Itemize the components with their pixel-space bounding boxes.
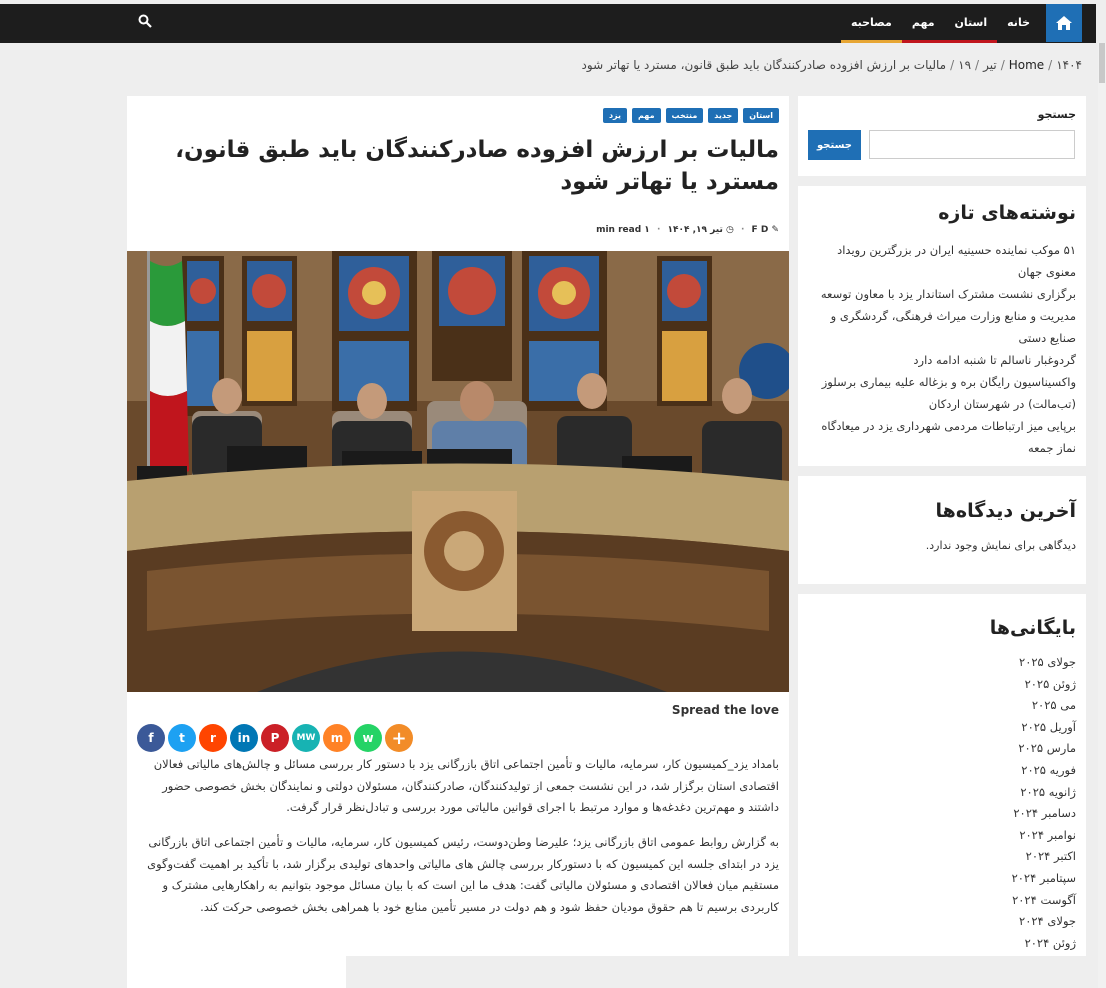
page-scrollbar[interactable] <box>1098 43 1106 988</box>
recent-post-link[interactable]: برپایی میز ارتباطات مردمی شهرداری یزد در میعادگاه نماز جمعه <box>821 419 1076 455</box>
article-card <box>127 96 789 956</box>
recent-posts-list <box>808 239 1076 459</box>
recent-post-link[interactable]: ۵۱ موکب نماینده حسینیه ایران در بزرگترین رویداد معنوی جهان <box>837 243 1076 279</box>
whatsapp-share-button[interactable] <box>354 724 382 752</box>
breadcrumb: Home / ۱۴۰۴/تیر/۱۹/مالیات بر ارزش افزوده صادرکنندگان باید طبق قانون، مسترد یا تهاتر شود <box>581 58 1082 72</box>
read-time: ۱ min read <box>596 225 650 235</box>
archive-link[interactable]: ژوئن ۲۰۲۵ <box>1024 676 1076 691</box>
breadcrumb-item[interactable]: تیر <box>983 58 997 72</box>
whatsapp-icon: w <box>362 731 374 745</box>
archives-title: بایگانی‌ها <box>989 617 1076 639</box>
archive-link[interactable]: ژانویه ۲۰۲۵ <box>1020 784 1076 799</box>
nav-item-province[interactable] <box>945 4 998 43</box>
reddit-share-button[interactable] <box>199 724 227 752</box>
breadcrumb-item[interactable]: ۱۹ <box>958 58 972 72</box>
article-title: مالیات بر ارزش افزوده صادرکنندگان باید طبق قانون، مسترد یا تهاتر شود <box>175 137 779 195</box>
footer-fragment <box>127 956 346 988</box>
nav-item-home[interactable] <box>997 4 1040 43</box>
archive-link[interactable]: اکتبر ۲۰۲۴ <box>1025 849 1076 864</box>
recent-post-link[interactable]: گردوغبار ناسالم تا شنبه ادامه دارد <box>913 353 1076 367</box>
spread-the-love-label: Spread the love <box>671 703 779 717</box>
nav-label: مهم <box>911 16 935 29</box>
mewe-icon: MW <box>296 733 316 743</box>
archive-link[interactable]: می ۲۰۲۵ <box>1031 698 1076 713</box>
twitter-share-button[interactable] <box>168 724 196 752</box>
archive-link[interactable]: مارس ۲۰۲۵ <box>1018 741 1076 756</box>
recent-posts-title: نوشته‌های تازه <box>938 202 1076 224</box>
nav-label: استان <box>954 16 988 29</box>
linkedin-icon: in <box>237 731 251 745</box>
archive-link[interactable]: نوامبر ۲۰۲۴ <box>1019 827 1076 842</box>
more-share-button[interactable] <box>385 724 413 752</box>
tag-important[interactable]: مهم <box>632 108 661 123</box>
edit-icon: ✎ <box>771 225 779 235</box>
mix-share-button[interactable] <box>323 724 351 752</box>
breadcrumb-item[interactable]: ۱۴۰۴ <box>1056 58 1082 72</box>
search-icon[interactable] <box>138 14 152 28</box>
archive-link[interactable]: دسامبر ۲۰۲۴ <box>1013 806 1076 821</box>
scrollbar-thumb[interactable] <box>1099 43 1105 83</box>
tag-featured[interactable]: منتخب <box>666 108 704 123</box>
article-paragraph: به گزارش روابط عمومی اتاق بازرگانی یزد؛ علیرضا وطن‌دوست، رئیس کمیسیون کار، سرمایه، مالیات و تأمین اجتماعی اتاق بازرگانی یزد در ابتدای جلسه این کمیسیون که با دستورکار بررسی چالش های مالیاتی واحدهای تولیدی برگزار شد، با تأکید بر اهمیت گفت‌وگوی مستقیم میان فعالان اقتصادی و مسئولان مالیاتی گفت: هدف ما این است که با بیان مسائل موجود بتوانیم به راهکارهایی مشترک و کاربردی برسیم تا هم حقوق مودیان حفظ شود و هم دولت در مسیر تأمین منابع خود با همراهی بخش خصوصی حرکت کند. <box>147 835 779 914</box>
article-paragraph: بامداد یزد_کمیسیون کار، سرمایه، مالیات و تأمین اجتماعی اتاق بازرگانی یزد با دستور کار بررسی مسائل و چالش‌های مالیاتی فعالان اقتصادی استان برگزار شد، در این نشست جمعی از تولیدکنندگان، صادرکنندگان، مسئولان دولتی و نمایندگان بخش خصوصی حضور داشتند و مهم‌ترین دغدغه‌ها و موارد مرتبط با اجرای قوانین مالیاتی مورد بررسی و تبادل‌نظر قرار گرفت. <box>153 757 779 814</box>
nav-item-important[interactable] <box>902 4 945 43</box>
post-date: تیر ۱۹, ۱۴۰۴ <box>667 225 723 235</box>
tag-new[interactable]: جدید <box>708 108 738 123</box>
archive-link[interactable]: فوریه ۲۰۲۵ <box>1021 762 1076 777</box>
clock-icon: ◷ <box>725 225 734 235</box>
tag-yazd[interactable]: یزد <box>603 108 627 123</box>
no-comments-message: دیدگاهی برای نمایش وجود ندارد. <box>925 539 1076 552</box>
share-buttons <box>137 724 413 752</box>
search-widget-label: جستجو <box>1037 108 1076 121</box>
breadcrumb-current: مالیات بر ارزش افزوده صادرکنندگان باید طبق قانون، مسترد یا تهاتر شود <box>581 58 947 72</box>
archive-link[interactable]: ژوئن ۲۰۲۴ <box>1024 935 1076 950</box>
twitter-icon: t <box>179 731 185 745</box>
featured-image <box>127 251 789 692</box>
recent-comments-widget <box>798 476 1086 584</box>
recent-posts-widget <box>798 186 1086 466</box>
article-meta: ✎ F D · ◷ تیر ۱۹, ۱۴۰۴ · ۱ min read <box>596 225 779 235</box>
mix-icon: m <box>330 731 344 745</box>
home-icon <box>1055 15 1073 31</box>
archives-list <box>1012 652 1076 954</box>
linkedin-share-button[interactable] <box>230 724 258 752</box>
category-tags <box>603 108 779 123</box>
mewe-share-button[interactable] <box>292 724 320 752</box>
nav-underline <box>841 40 902 43</box>
search-submit-button[interactable]: جستجو <box>808 130 861 160</box>
pinterest-icon: P <box>270 731 280 745</box>
nav-underline <box>945 40 998 43</box>
archives-widget <box>798 594 1086 956</box>
archive-link[interactable]: آگوست ۲۰۲۴ <box>1012 892 1076 907</box>
archive-link[interactable]: جولای ۲۰۲۵ <box>1019 655 1076 669</box>
archive-link[interactable]: آوریل ۲۰۲۵ <box>1021 719 1076 734</box>
breadcrumb-home[interactable]: Home <box>1008 58 1045 72</box>
archive-link[interactable]: سپتامبر ۲۰۲۴ <box>1011 870 1076 885</box>
author-link[interactable]: F D <box>751 225 769 235</box>
reddit-icon: r <box>210 731 216 745</box>
top-navbar <box>0 4 1096 43</box>
nav-label: مصاحبه <box>850 16 892 29</box>
pinterest-share-button[interactable] <box>261 724 289 752</box>
recent-comments-title: آخرین دیدگاه‌ها <box>935 500 1076 522</box>
facebook-icon: f <box>148 731 154 745</box>
facebook-share-button[interactable] <box>137 724 165 752</box>
recent-post-link[interactable]: واکسیناسیون رایگان بره و بزغاله علیه بیماری برسلوز (تب‌مالت) در شهرستان اردکان <box>821 375 1076 411</box>
recent-post-link[interactable]: برگزاری نشست مشترک استاندار یزد با معاون توسعه مدیریت و منابع وزارت میراث فرهنگی، گردشگری و صنایع دستی <box>820 287 1076 345</box>
nav-underline <box>902 40 945 43</box>
main-menu <box>841 4 1040 43</box>
home-button[interactable] <box>1046 4 1082 42</box>
nav-label: خانه <box>1007 16 1030 29</box>
tag-province[interactable]: استان <box>743 108 779 123</box>
search-input[interactable] <box>869 130 1075 159</box>
search-widget <box>798 96 1086 176</box>
plus-icon: + <box>391 727 407 749</box>
archive-link[interactable]: جولای ۲۰۲۴ <box>1019 914 1076 929</box>
nav-item-interview[interactable] <box>841 4 902 43</box>
